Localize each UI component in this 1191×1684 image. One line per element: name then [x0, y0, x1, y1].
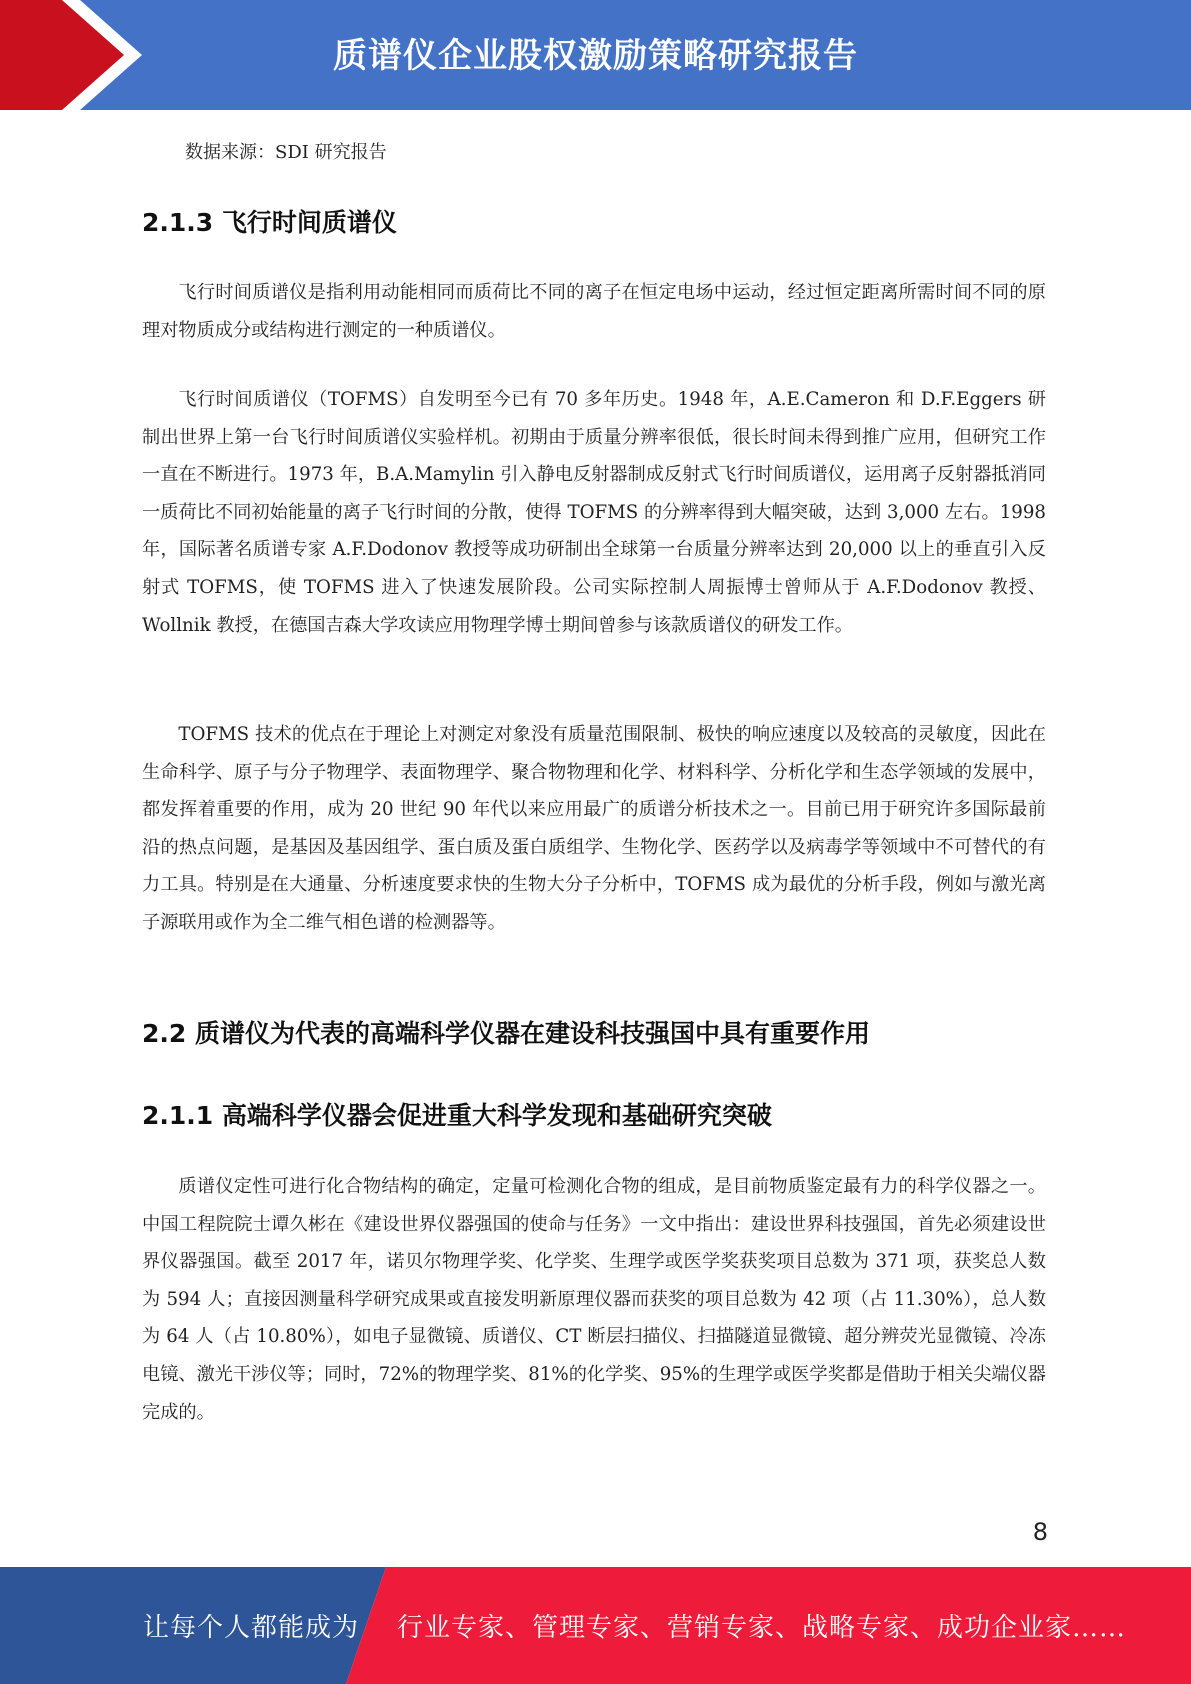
- heading-2-2: 2.2 质谱仪为代表的高端科学仪器在建设科技强国中具有重要作用: [142, 1019, 870, 1048]
- header-chevron-graphic: [0, 0, 160, 110]
- paragraph-tofms-advantages: TOFMS 技术的优点在于理论上对测定对象没有质量范围限制、极快的响应速度以及较高的灵敏度，因此在生命科学、原子与分子物理学、表面物理学、聚合物物理和化学、材料科学、分析化学和生态学领域的发展中，都发挥着重要的作用，成为 20 世纪 90 年代以来应用最广的质谱分析技术之一。目前已用于研究许多国际最前沿的热点问题，是基因及基因组学、蛋白质及蛋白质组学、生物化学、医药学以及病毒学等领域中不可替代的有力工具。特别是在大通量、分析速度要求快的生物大分子分析中，TOFMS 成为最优的分析手段，例如与激光离子源联用或作为全二维气相色谱的检测器等。: [142, 724, 1046, 933]
- data-source-note: 数据来源：SDI 研究报告: [185, 142, 387, 163]
- heading-2-1-3: 2.1.3 飞行时间质谱仪: [142, 208, 397, 237]
- paragraph-high-end-instruments: 质谱仪定性可进行化合物结构的确定，定量可检测化合物的组成，是目前物质鉴定最有力的科学仪器之一。中国工程院院士谭久彬在《建设世界仪器强国的使命与任务》一文中指出：建设世界科技强国，首先必须建设世界仪器强国。截至 2017 年，诺贝尔物理学奖、化学奖、生理学或医学奖获奖项目总数为 371 项，获奖总人数为 594 人；直接因测量科学研究成果或直接发明新原理仪器而获奖的项目总数为 42 项（占 11.30%），总人数为 64 人（占 10.80%），如电子显微镜、质谱仪、CT 断层扫描仪、扫描隧道显微镜、超分辨荧光显微镜、冷冻电镜、激光干涉仪等；同时，72%的物理学奖、81%的化学奖、95%的生理学或医学奖都是借助于相关尖端仪器完成的。: [142, 1176, 1046, 1423]
- paragraph-tofms-history: 飞行时间质谱仪（TOFMS）自发明至今已有 70 多年历史。1948 年，A.E.Cameron 和 D.F.Eggers 研制出世界上第一台飞行时间质谱仪实验样机。初期由于质量分辨率很低，很长时间未得到推广应用，但研究工作一直在不断进行。1973 年，B.A.Mamylin 引入静电反射器制成反射式飞行时间质谱仪，运用离子反射器抵消同一质荷比不同初始能量的离子飞行时间的分散，使得 TOFMS 的分辨率得到大幅突破，达到 3,000 左右。1998 年，国际著名质谱专家 A.F.Dodonov 教授等成功研制出全球第一台质量分辨率达到 20,000 以上的垂直引入反射式 TOFMS，使 TOFMS 进入了快速发展阶段。公司实际控制人周振博士曾师从于 A.F.Dodonov 教授、Wollnik 教授，在德国吉森大学攻读应用物理学博士期间曾参与该款质谱仪的研发工作。: [142, 389, 1046, 636]
- report-title: 质谱仪企业股权激励策略研究报告: [333, 35, 858, 76]
- footer-slogan-left: 让每个人都能成为: [143, 1613, 360, 1643]
- page-number: 8: [1032, 1518, 1048, 1546]
- footer-slogan-right: 行业专家、管理专家、营销专家、战略专家、成功企业家……: [397, 1613, 1127, 1643]
- heading-2-1-1: 2.1.1 高端科学仪器会促进重大科学发现和基础研究突破: [142, 1101, 772, 1130]
- page-footer: [0, 1567, 1191, 1684]
- paragraph-tofms-definition: 飞行时间质谱仪是指利用动能相同而质荷比不同的离子在恒定电场中运动，经过恒定距离所需时间不同的原理对物质成分或结构进行测定的一种质谱仪。: [142, 282, 1046, 341]
- page-header: [0, 0, 1191, 110]
